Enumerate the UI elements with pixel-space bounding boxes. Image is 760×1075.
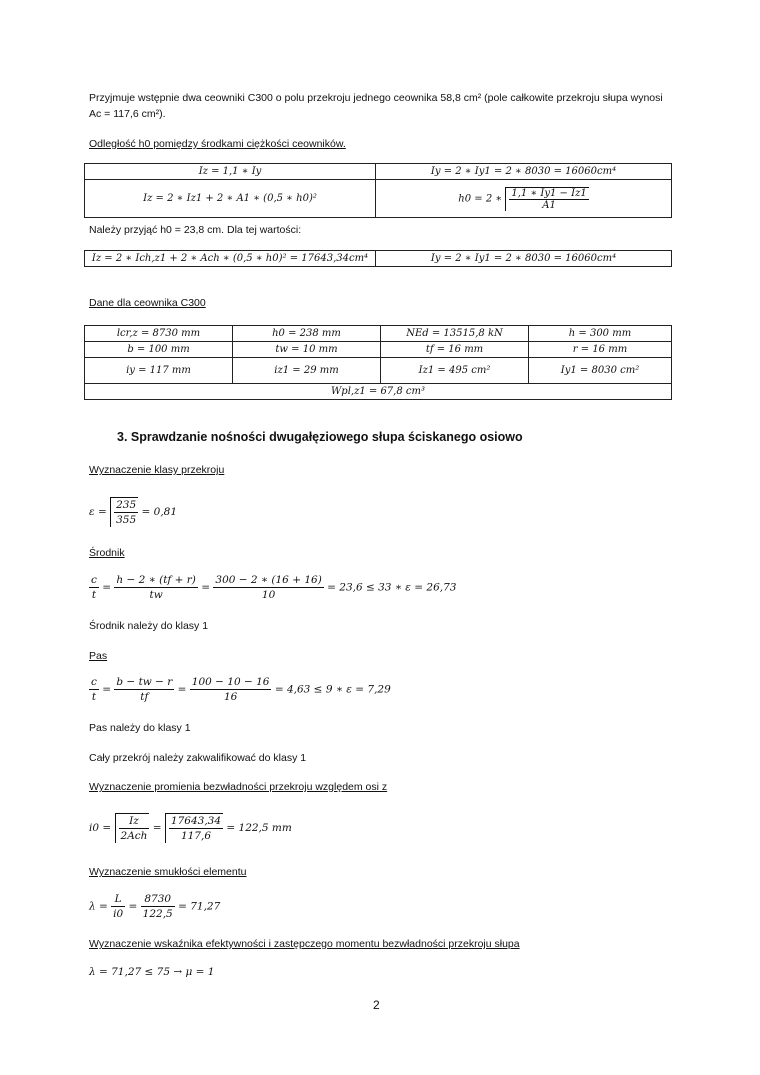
web-f2d: 10 <box>261 589 276 601</box>
t3-r1-3: h = 300 mm <box>529 326 672 342</box>
web-f2n: 300 − 2 ∗ (16 + 16) <box>215 574 322 586</box>
radius-eq: i0 = $\frac{Iz}{\text{2Ach}}$ = $\frac{17643,34}{117,6}$ = 122,5 mm <box>89 815 292 842</box>
t1-frac-num: 1,1 ∗ Iy1 − Iz1 <box>511 187 587 199</box>
sqrt-sign <box>165 813 223 843</box>
page-number: 2 <box>373 998 380 1012</box>
t1-r1c1: Iz = 1,1 ∗ Iy <box>85 164 376 180</box>
slender-f2n: 8730 <box>141 892 175 907</box>
sqrt-sign <box>505 187 588 211</box>
t1-r2c2 <box>376 180 672 218</box>
t1-r2c1: Iz = 2 ∗ Iz1 + 2 ∗ A1 ∗ (0,5 ∗ h0)² <box>85 180 376 218</box>
adopt-text: Należy przyjąć h0 = 23,8 cm. Dla tej wartości: <box>89 224 302 236</box>
t3-r2-2: tf = 16 mm <box>381 342 529 358</box>
intro-line1: Przyjmuje wstępnie dwa ceowniki C300 o polu przekroju jednego ceownika 58,8 cm² (pole całkowite przekroju słupa wynosi <box>89 92 663 104</box>
t3-r3-3: Iy1 = 8030 cm² <box>529 358 672 384</box>
t3-r1-2: NEd = 13515,8 kN <box>381 326 529 342</box>
t2-c2: Iy = 2 ∗ Iy1 = 2 ∗ 8030 = 16060cm⁴ <box>376 251 672 267</box>
eps-right: = 0,81 <box>141 506 178 518</box>
eps-den: 355 <box>116 514 137 526</box>
t1-frac-den: A1 <box>542 199 556 211</box>
radius-f2n: 17643,34 <box>170 815 222 827</box>
sqrt-sign <box>115 813 150 843</box>
flange-f1n: b − tw − r <box>116 676 173 688</box>
eps-left: ε = <box>89 506 107 518</box>
slender-f1n: L <box>111 892 125 907</box>
radius-heading: Wyznaczenie promienia bezwładności przekroju względem osi z <box>89 781 388 793</box>
radius-left: i0 = <box>89 822 112 834</box>
eff-eq: λ = 71,27 ≤ 75 → μ = 1 <box>89 966 215 978</box>
t3-r1-1: h0 = 238 mm <box>233 326 381 342</box>
t3-r3-0: iy = 117 mm <box>85 358 233 384</box>
web-f1d: tw <box>149 589 163 601</box>
radius-f2d: 117,6 <box>180 830 211 842</box>
eps-eq <box>89 497 674 527</box>
table-h0 <box>84 163 672 218</box>
flange-f2d: 16 <box>223 691 238 703</box>
t3-r4: Wpl,z1 = 67,8 cm³ <box>85 384 672 400</box>
eps-num: 235 <box>116 499 137 511</box>
web-eq: $\frac{c}{t}$ = $\frac{h - 2 ∗ (tf + r)}{tw}$ = $\frac{300 - 2 ∗ (16 + 16)}{10}$ = 23,6 ≤ 33 ∗ ε = 26,73 <box>91 574 457 601</box>
t1-h0-left: h0 = 2 ∗ <box>458 193 503 204</box>
t3-r2-0: b = 100 mm <box>85 342 233 358</box>
flange-eq: $\frac{c}{t}$ = $\frac{b - tw - r}{tf}$ = $\frac{100 - 10 - 16}{16}$ = 4,63 ≤ 9 ∗ ε = 7,29 <box>91 676 391 703</box>
t1-r1c2: Iy = 2 ∗ Iy1 = 2 ∗ 8030 = 16060cm⁴ <box>376 164 672 180</box>
section-3-heading: 3. Sprawdzanie nośności dwugałęziowego słupa ściskanego osiowo <box>117 430 523 444</box>
c300-heading: Dane dla ceownika C300 <box>89 297 206 309</box>
intro-line2: Ac = 117,6 cm²). <box>89 108 166 120</box>
slender-f1d: i0 <box>113 908 124 920</box>
t2-c1: Iz = 2 ∗ Ich,z1 + 2 ∗ Ach ∗ (0,5 ∗ h0)² = 17643,34cm⁴ <box>85 251 376 267</box>
slender-res: = 71,27 <box>178 900 221 913</box>
class-heading: Wyznaczenie klasy przekroju <box>89 464 225 476</box>
t3-r1-0: lcr,z = 8730 mm <box>85 326 233 342</box>
web-heading: Środnik <box>89 547 125 559</box>
t3-r3-1: iz1 = 29 mm <box>233 358 381 384</box>
eff-heading: Wyznaczenie wskaźnika efektywności i zastępczego momentu bezwładności przekroju słupa <box>89 938 520 950</box>
radius-f1d: 2Ach <box>120 830 148 842</box>
table-c300 <box>84 325 672 400</box>
h0-heading: Odległość h0 pomiędzy środkami ciężkości ceowników. <box>89 138 346 150</box>
whole-class: Cały przekrój należy zakwalifikować do klasy 1 <box>89 752 307 764</box>
flange-class: Pas należy do klasy 1 <box>89 722 191 734</box>
slender-left: λ = <box>89 900 108 913</box>
table-iz <box>84 250 672 267</box>
flange-heading: Pas <box>89 650 108 662</box>
slender-heading: Wyznaczenie smukłości elementu <box>89 866 247 878</box>
flange-f1d: tf <box>140 691 149 703</box>
t3-r2-1: tw = 10 mm <box>233 342 381 358</box>
web-class: Środnik należy do klasy 1 <box>89 620 209 632</box>
web-res: = 23,6 ≤ 33 ∗ ε = 26,73 <box>327 581 457 594</box>
flange-f2n: 100 − 10 − 16 <box>191 676 270 688</box>
t3-r2-3: r = 16 mm <box>529 342 672 358</box>
flange-res: = 4,63 ≤ 9 ∗ ε = 7,29 <box>274 683 391 696</box>
radius-f1n: Iz <box>119 814 150 829</box>
web-f1n: h − 2 ∗ (tf + r) <box>116 574 196 586</box>
slender-eq: λ = $\frac{L}{i0}$ = $\frac{8730}{122,5}$ = 71,27 <box>89 893 221 920</box>
sqrt-sign <box>110 497 138 527</box>
t3-r3-2: Iz1 = 495 cm² <box>381 358 529 384</box>
slender-f2d: 122,5 <box>142 908 173 920</box>
radius-res: = 122,5 mm <box>226 822 292 834</box>
